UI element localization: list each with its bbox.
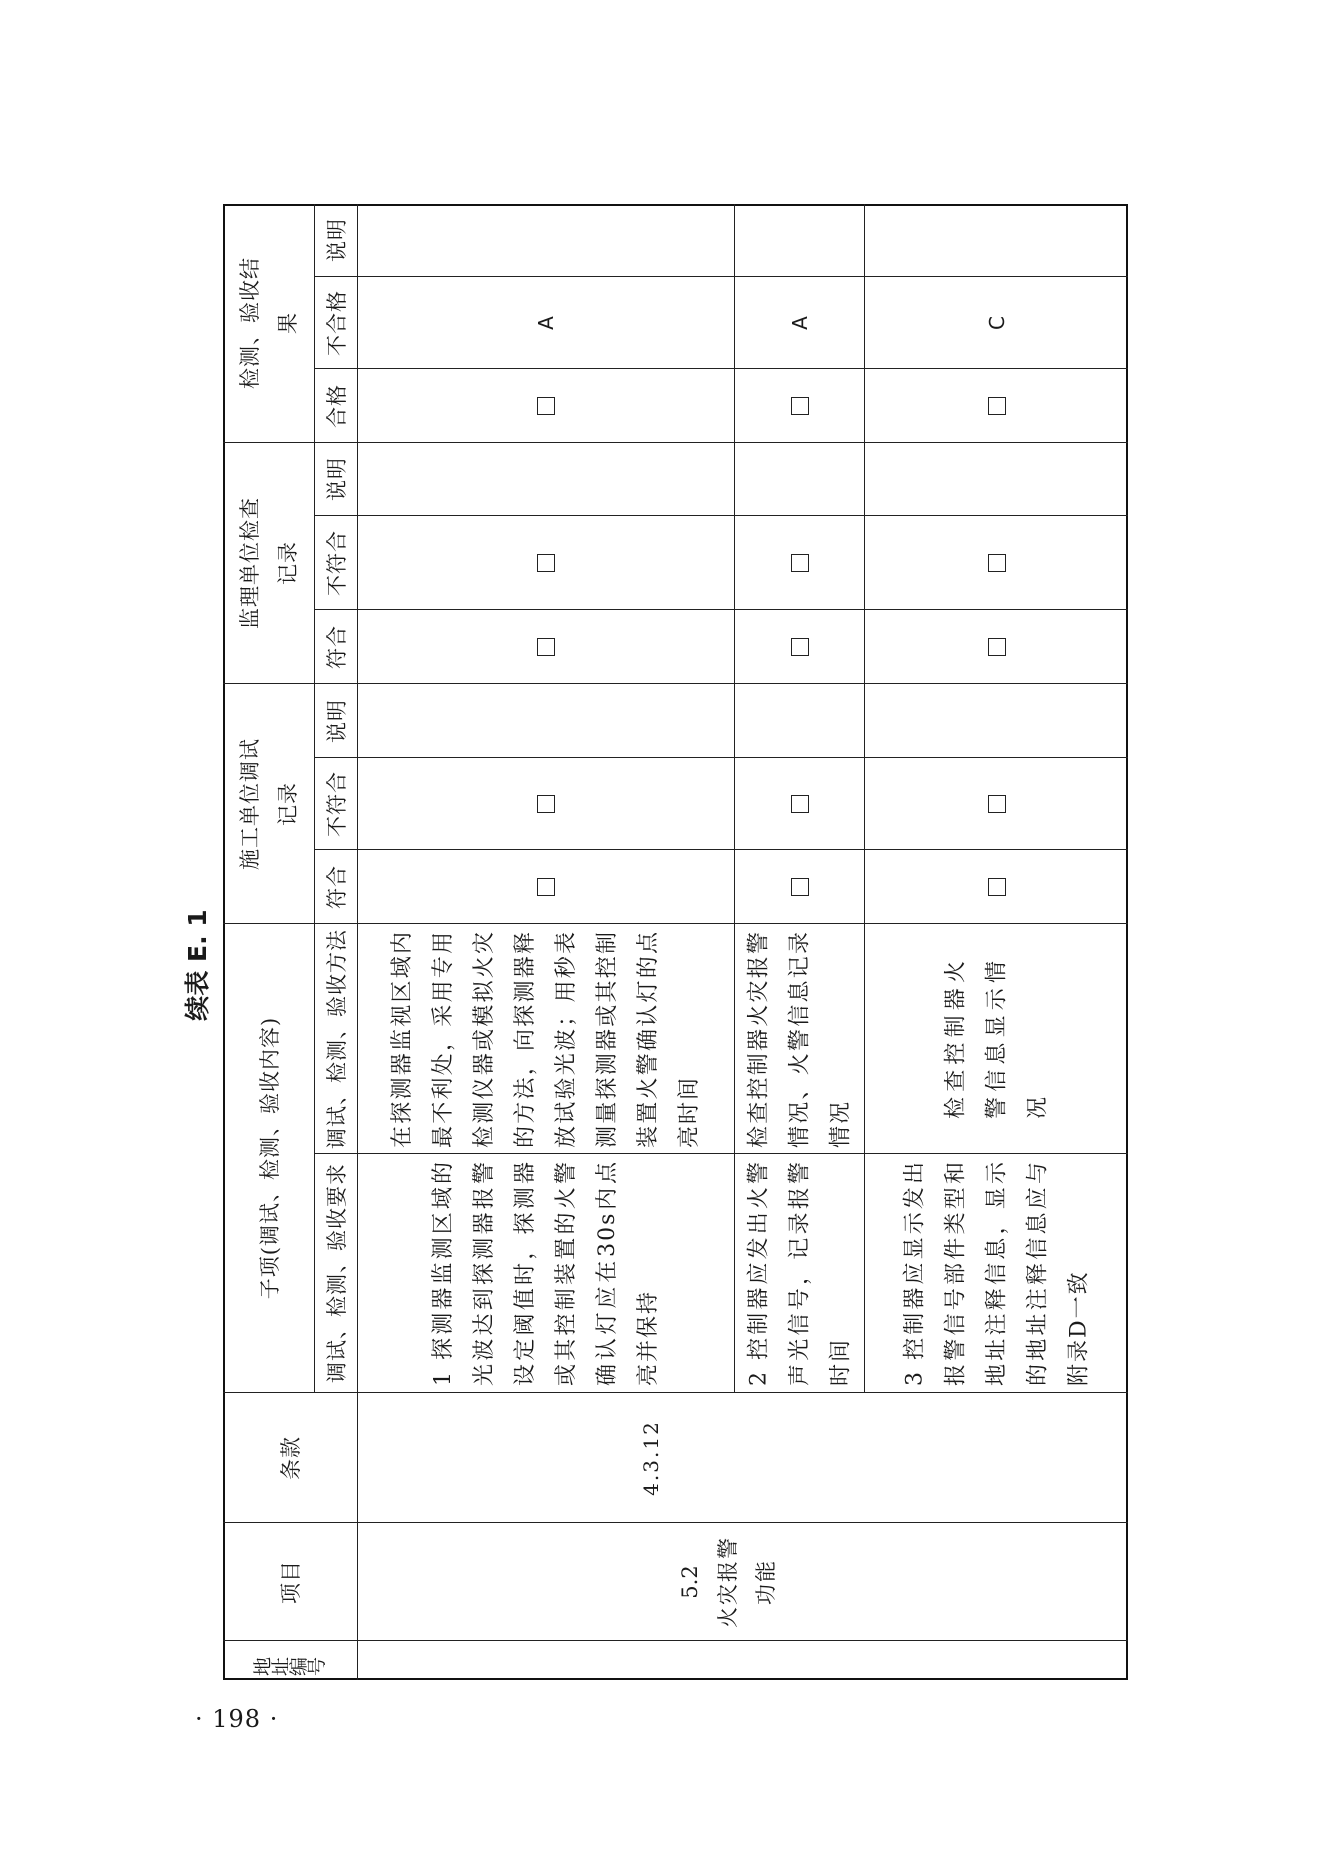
requirement-1: 1 探测器监测区域的光波达到探测器报警设定阈值时，探测器或其控制装置的火警确认灯应在30s内点亮并保持: [431, 1160, 661, 1386]
requirement-3: 3 控制器应显示发出报警信号部件类型和地址注释信息，显示的地址注释信息应与附录D一致: [902, 1160, 1091, 1386]
grade-2: A: [787, 315, 812, 330]
con-conform-checkbox-3[interactable]: [988, 878, 1006, 896]
sup-nonconform-checkbox-1[interactable]: [537, 554, 555, 572]
con-nonconform-checkbox-3[interactable]: [988, 795, 1006, 813]
grade-1: A: [534, 315, 558, 330]
page-number: · 198 ·: [195, 1705, 279, 1733]
method-row: 调试、检测、验收方法 在探测器监视区域内最不利处，采用专用检测仪器或模拟火灾的方法，向探测器释放试验光波；用秒表测量探测器或其控制装置火警确认灯的点亮时间 检查控制器火灾报警情况、火警信息记录情况 检查控制器火警信息显示情况: [223, 924, 1128, 1154]
method-1: 在探测器监视区域内最不利处，采用专用检测仪器或模拟火灾的方法，向探测器释放试验光波；用秒表测量探测器或其控制装置火警确认灯的点亮时间: [390, 929, 702, 1148]
method-2: 检查控制器火灾报警情况、火警信息记录情况: [746, 929, 853, 1148]
pass-checkbox-1[interactable]: [537, 397, 555, 415]
project-code: 5.2: [677, 1564, 702, 1599]
result-header: 检测、验收结果: [223, 204, 315, 443]
result-pass-row: 合格: [223, 369, 1128, 443]
supervision-row: 监理单位检查记录: [223, 443, 1128, 684]
table-title: 续表 E. 1: [183, 909, 212, 1021]
sup-conform-checkbox-2[interactable]: [791, 638, 809, 656]
pass-checkbox-2[interactable]: [791, 397, 809, 415]
sup-conform-checkbox-1[interactable]: [537, 638, 555, 656]
result-note-row: 说明: [223, 204, 1128, 277]
address-row: [223, 1641, 1128, 1680]
clause-row: 条款 4.3.12: [223, 1393, 1128, 1523]
sup-conform-checkbox-3[interactable]: [988, 638, 1006, 656]
clause-value: 4.3.12: [638, 1419, 663, 1496]
method-3: 检查控制器火警信息显示情况: [943, 958, 1050, 1119]
address-header: 地址编号: [252, 1655, 328, 1676]
con-conform-checkbox-1[interactable]: [537, 878, 555, 896]
requirement-row: 调试、检测、验收要求 1 探测器监测区域的光波达到探测器报警设定阈值时，探测器或其控制装置的火警确认灯应在30s内点亮并保持 2 控制器应发出火警声光信号，记录报警时间 3 控制器应显示发出报警信号部件类型和地址注释信息，显示的地址注释信息应与附录D一致: [223, 1154, 1128, 1393]
grade-3: C: [984, 315, 1009, 330]
project-row: 项目 5.2 火灾报警功能: [223, 1523, 1128, 1641]
subitem-header: 子项(调试、检测、验收内容): [257, 1016, 282, 1300]
con-nonconform-checkbox-1[interactable]: [537, 795, 555, 813]
sup-nonconform-checkbox-2[interactable]: [791, 554, 809, 572]
con-nonconform-checkbox-2[interactable]: [791, 795, 809, 813]
con-conform-checkbox-2[interactable]: [791, 878, 809, 896]
construction-row: 施工单位调试记录: [223, 684, 1128, 924]
sup-nonconform-checkbox-3[interactable]: [988, 554, 1006, 572]
inspection-table: 检测、验收结果 说明 不合格 A A C 合格 监理单位检查记录 说明 不符合 符合 施工单位调试记录 说明 不符合 符合 子项(调试、检测、验收内容) 调试、检测、验收方法 在探测器监视区域内最不利处，采用专用检测仪器或模拟火灾的方法，向探测器释放试验光波；用秒表测量探测器或其控制装置火警确认灯的点亮时间 检查控制器火灾报警情况、火警信息记录情况 检查控制器火警信息显示情况 调试、检测、验收要求 1 探测器监测区域的光波达到探测器报警设定阈值时，探测器或其控制装置的火警确认灯应在30s内点亮并保持 2 控制器应发出火警声光信号，记录报警时间 3 控制器应显示发出报警信号部件类型和地址注释信息，显示的地址注释信息应与附录D一致 条款 4.3.12 项目 5.2 火灾报警功能 地址编号: [223, 204, 1128, 1680]
requirement-2: 2 控制器应发出火警声光信号，记录报警时间: [746, 1160, 853, 1386]
project-name: 火灾报警功能: [715, 1535, 778, 1628]
pass-checkbox-3[interactable]: [988, 397, 1006, 415]
result-fail-row: 不合格 A A C: [223, 277, 1128, 369]
